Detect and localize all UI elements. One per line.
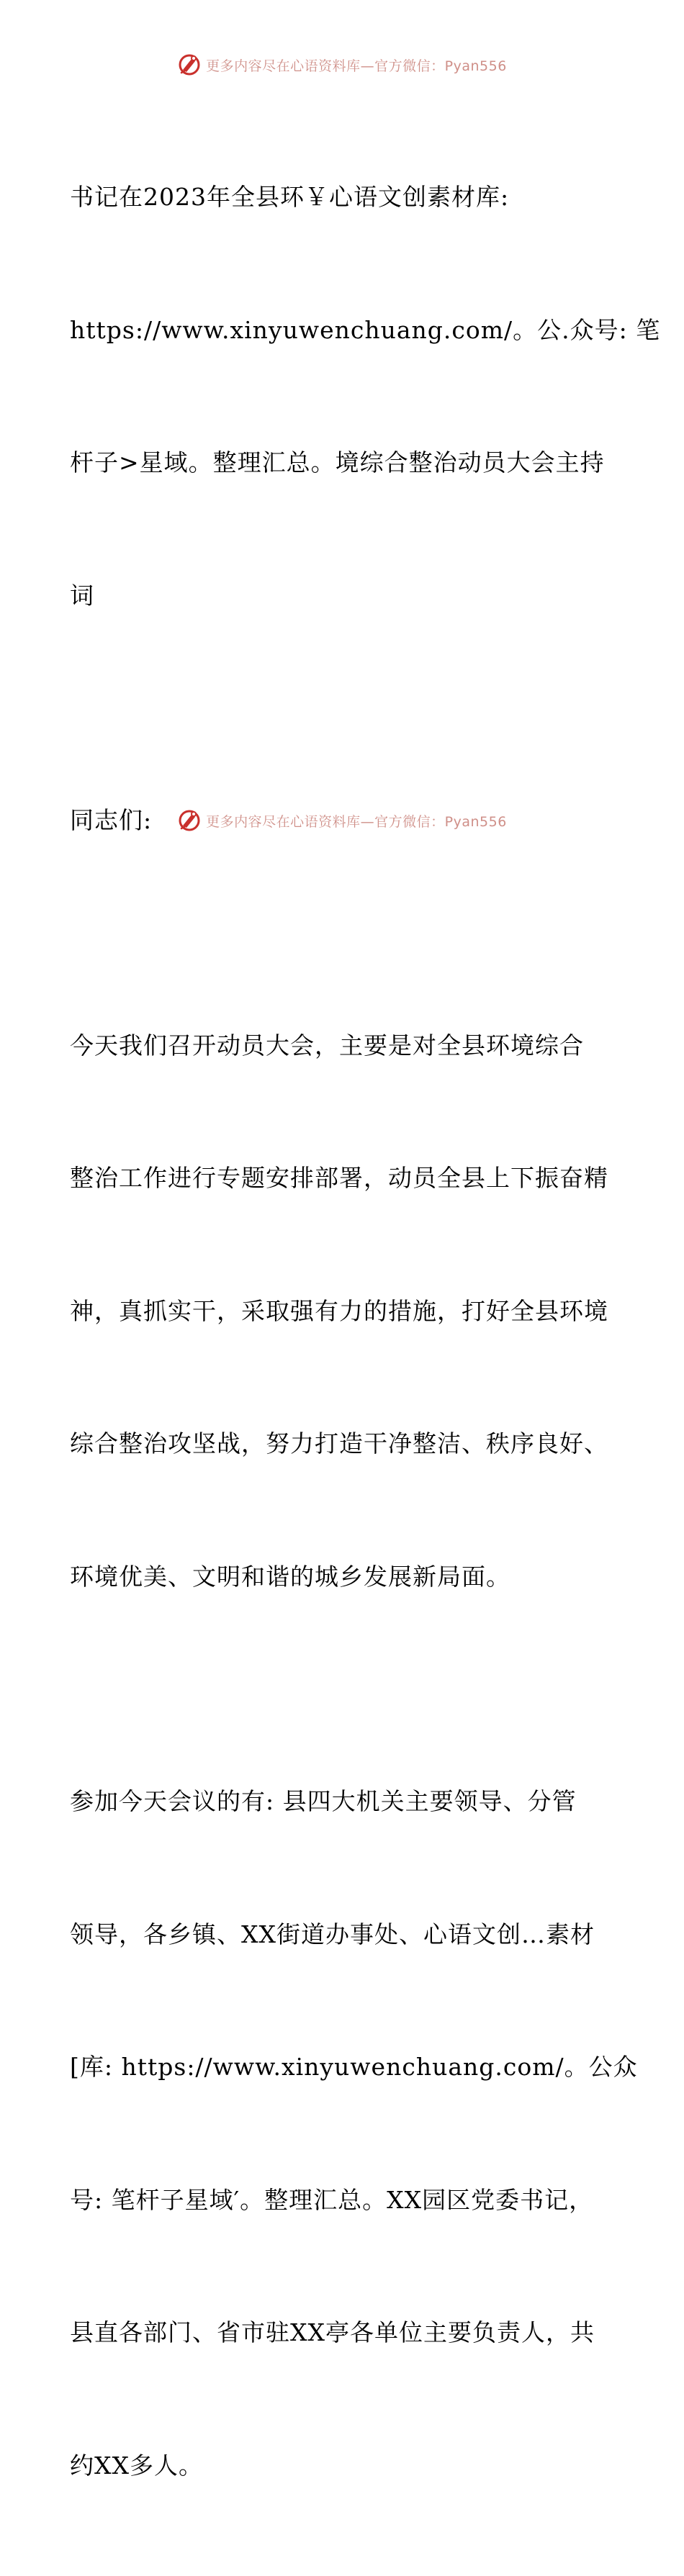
text-line: 神，真抓实干，采取强有力的措施，打好全县环境 [70, 1296, 608, 1325]
paragraph-purpose [70, 935, 617, 1688]
paragraph-title [70, 86, 661, 706]
text-line: 号: 笔杆子星域′。整理汇总。XX园区党委书记， [70, 2185, 594, 2214]
text-line: 整治工作进行专题安排部署，动员全县上下振奋精 [70, 1164, 608, 1192]
text-line: 今天我们召开动员大会，主要是对全县环境综合 [70, 1031, 584, 1059]
text-line: 杆子>星域。整理汇总。境综合整治动员大会主持 [70, 448, 605, 476]
watermark-text: 更多内容尽在心语资料库—官方微信：Pyan556 [206, 58, 507, 74]
footer-watermark [0, 806, 684, 835]
text-line: https://www.xinyuwenchuang.com/。公.众号: 笔 [70, 315, 661, 344]
text-line: 词 [70, 581, 94, 610]
paragraph-attendees [70, 1691, 638, 2576]
text-line: 县直各部门、省市驻XX亭各单位主要负责人，共 [70, 2318, 595, 2346]
text-line: 约XX多人。 [70, 2451, 203, 2480]
text-line: 领导，各乡镇、XX街道办事处、心语文创…素材 [70, 1920, 595, 1948]
text-line: 综合整治攻坚战，努力打造干净整洁、秩序良好、 [70, 1429, 608, 1458]
text-line: [库: https://www.xinyuwenchuang.com/。公众 [70, 2053, 638, 2081]
text-line: 环境优美、文明和谐的城乡发展新局面。 [70, 1562, 510, 1591]
watermark-text: 更多内容尽在心语资料库—官方微信：Pyan556 [206, 813, 507, 830]
hand-writing-logo-icon [177, 53, 202, 77]
text-line: 同志们: [70, 806, 153, 834]
hand-writing-logo-icon [177, 808, 202, 833]
text-line: 书记在2023年全县环￥心语文创素材库: [70, 183, 510, 211]
text-line: 参加今天会议的有: 县四大机关主要领导、分管 [70, 1787, 577, 1815]
header-watermark [0, 50, 684, 79]
document-body [70, 86, 661, 2576]
